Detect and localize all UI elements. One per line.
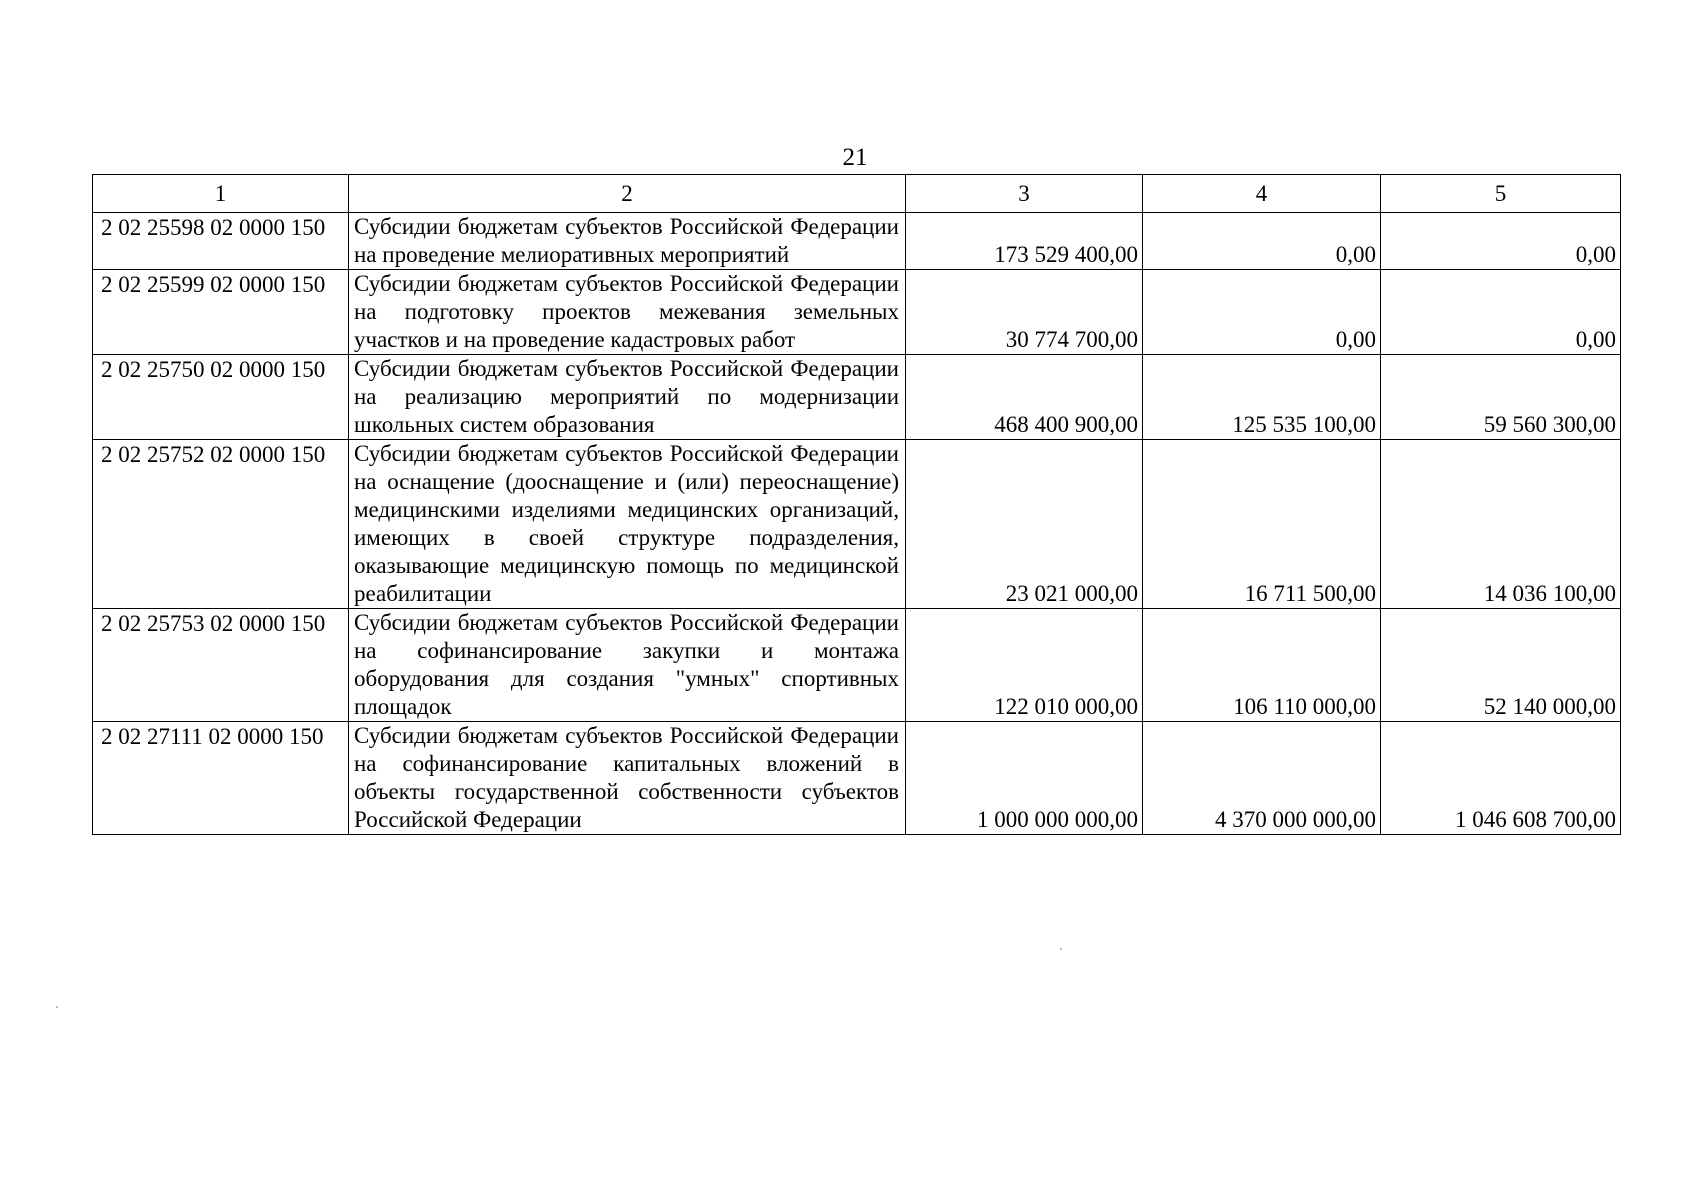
budget-table	[92, 174, 1621, 835]
amount-col-3: 1 000 000 000,00	[906, 722, 1143, 835]
column-number: 4	[1143, 175, 1381, 213]
amount-col-3: 468 400 900,00	[906, 355, 1143, 440]
budget-code: 2 02 25599 02 0000 150	[93, 270, 349, 355]
amount-col-5: 52 140 000,00	[1381, 609, 1621, 722]
amount-col-5: 1 046 608 700,00	[1381, 722, 1621, 835]
amount-col-5: 59 560 300,00	[1381, 355, 1621, 440]
row-description: Субсидии бюджетам субъектов Российской Федерации на софинансирование капитальных вложений в объекты государственной собственности субъектов Российской Федерации	[349, 722, 906, 835]
column-number-row	[93, 175, 1621, 213]
budget-code: 2 02 25598 02 0000 150	[93, 213, 349, 270]
table-row	[93, 440, 1621, 609]
row-description: Субсидии бюджетам субъектов Российской Федерации на проведение мелиоративных мероприятий	[349, 213, 906, 270]
table-row	[93, 722, 1621, 835]
row-description: Субсидии бюджетам субъектов Российской Федерации на подготовку проектов межевания земельных участков и на проведение кадастровых работ	[349, 270, 906, 355]
scan-speck	[1060, 948, 1062, 950]
column-number: 5	[1381, 175, 1621, 213]
amount-col-3: 23 021 000,00	[906, 440, 1143, 609]
budget-code: 2 02 27111 02 0000 150	[93, 722, 349, 835]
amount-col-5: 14 036 100,00	[1381, 440, 1621, 609]
row-description: Субсидии бюджетам субъектов Российской Федерации на оснащение (дооснащение и (или) переоснащение) медицинскими изделиями медицинских организаций, имеющих в своей структуре подразделения, оказывающие медицинскую помощь по медицинской реабилитации	[349, 440, 906, 609]
budget-code: 2 02 25752 02 0000 150	[93, 440, 349, 609]
amount-col-3: 30 774 700,00	[906, 270, 1143, 355]
column-number: 2	[349, 175, 906, 213]
amount-col-5: 0,00	[1381, 213, 1621, 270]
budget-code: 2 02 25750 02 0000 150	[93, 355, 349, 440]
table-row	[93, 213, 1621, 270]
budget-code: 2 02 25753 02 0000 150	[93, 609, 349, 722]
row-description: Субсидии бюджетам субъектов Российской Федерации на софинансирование закупки и монтажа оборудования для создания "умных" спортивных площадок	[349, 609, 906, 722]
page-number: 21	[842, 144, 868, 171]
row-description: Субсидии бюджетам субъектов Российской Федерации на реализацию мероприятий по модернизации школьных систем образования	[349, 355, 906, 440]
table-row	[93, 609, 1621, 722]
amount-col-4: 125 535 100,00	[1143, 355, 1381, 440]
amount-col-4: 0,00	[1143, 270, 1381, 355]
scan-speck	[56, 1006, 58, 1008]
column-number: 3	[906, 175, 1143, 213]
amount-col-4: 106 110 000,00	[1143, 609, 1381, 722]
amount-col-4: 4 370 000 000,00	[1143, 722, 1381, 835]
amount-col-3: 173 529 400,00	[906, 213, 1143, 270]
table-row	[93, 270, 1621, 355]
amount-col-3: 122 010 000,00	[906, 609, 1143, 722]
column-number: 1	[93, 175, 349, 213]
amount-col-4: 0,00	[1143, 213, 1381, 270]
amount-col-5: 0,00	[1381, 270, 1621, 355]
amount-col-4: 16 711 500,00	[1143, 440, 1381, 609]
table-row	[93, 355, 1621, 440]
